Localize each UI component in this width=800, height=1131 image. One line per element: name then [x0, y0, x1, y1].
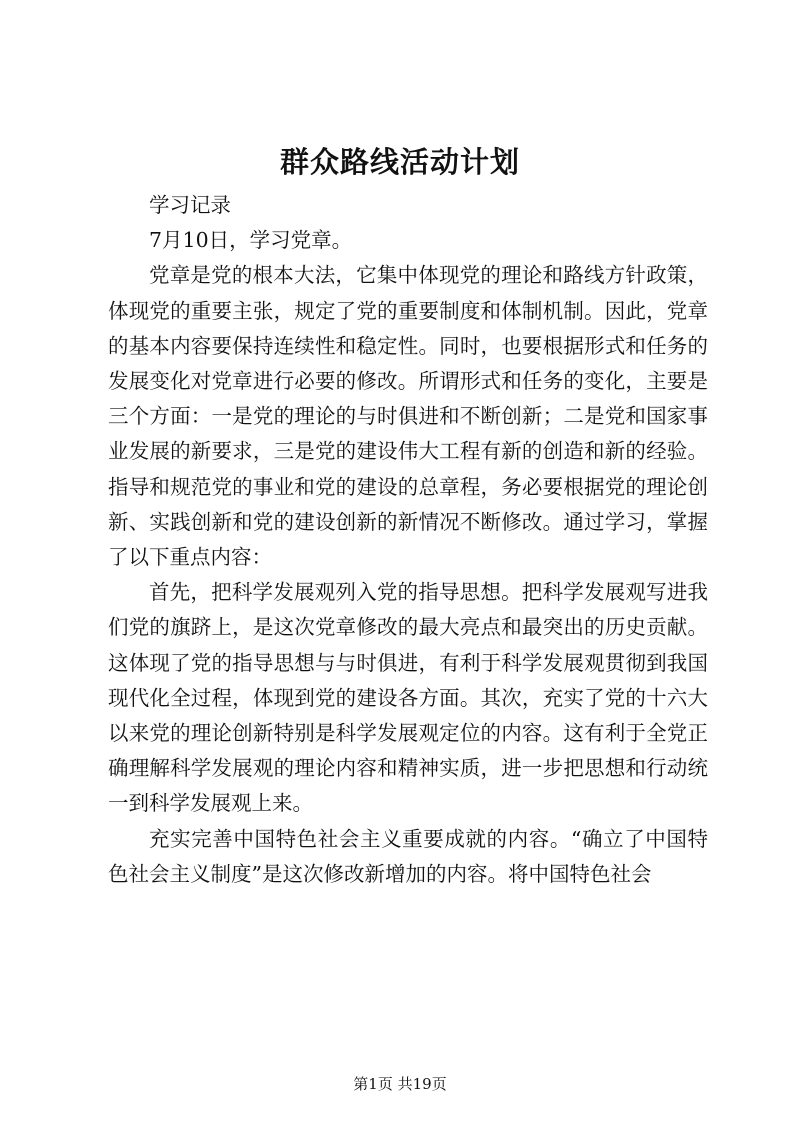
document-body	[108, 188, 708, 892]
paragraph-study-record: 学习记录	[149, 193, 231, 217]
paragraph-socialism-achievements: 充实完善中国特色社会主义重要成就的内容。“确立了中国特色社会主义制度”是这次修改新增加的内容。将中国特色社会	[108, 826, 708, 886]
paragraph-date: 7月10日，学习党章。	[149, 228, 353, 253]
page-number-footer: 第1页 共19页	[353, 1075, 447, 1093]
paragraph-party-constitution: 党章是党的根本大法，它集中体现党的理论和路线方针政策，体现党的重要主张，规定了党的重要制度和体制机制。因此，党章的基本内容要保持连续性和稳定性。同时，也要根据形式和任务的发展变化对党章进行必要的修改。所谓形式和任务的变化，主要是三个方面：一是党的理论的与时俱进和不断创新；二是党和国家事业发展的新要求，三是党的建设伟大工程有新的创造和新的经验。指导和规范党的事业和党的建设的总章程，务必要根据党的理论创新、实践创新和党的建设创新的新情况不断修改。通过学习，掌握了以下重点内容：	[108, 263, 708, 570]
document-title: 群众路线活动计划	[279, 145, 520, 179]
paragraph-scientific-outlook: 首先，把科学发展观列入党的指导思想。把科学发展观写进我们党的旗跻上，是这次党章修改的最大亮点和最突出的历史贡献。这体现了党的指导思想与与时俱进，有利于科学发展观贯彻到我国现代化全过程，体现到党的建设各方面。其次，充实了党的十六大以来党的理论创新特别是科学发展观定位的内容。这有利于全党正确理解科学发展观的理论内容和精神实质，进一步把思想和行动统一到科学发展观上来。	[108, 580, 708, 816]
